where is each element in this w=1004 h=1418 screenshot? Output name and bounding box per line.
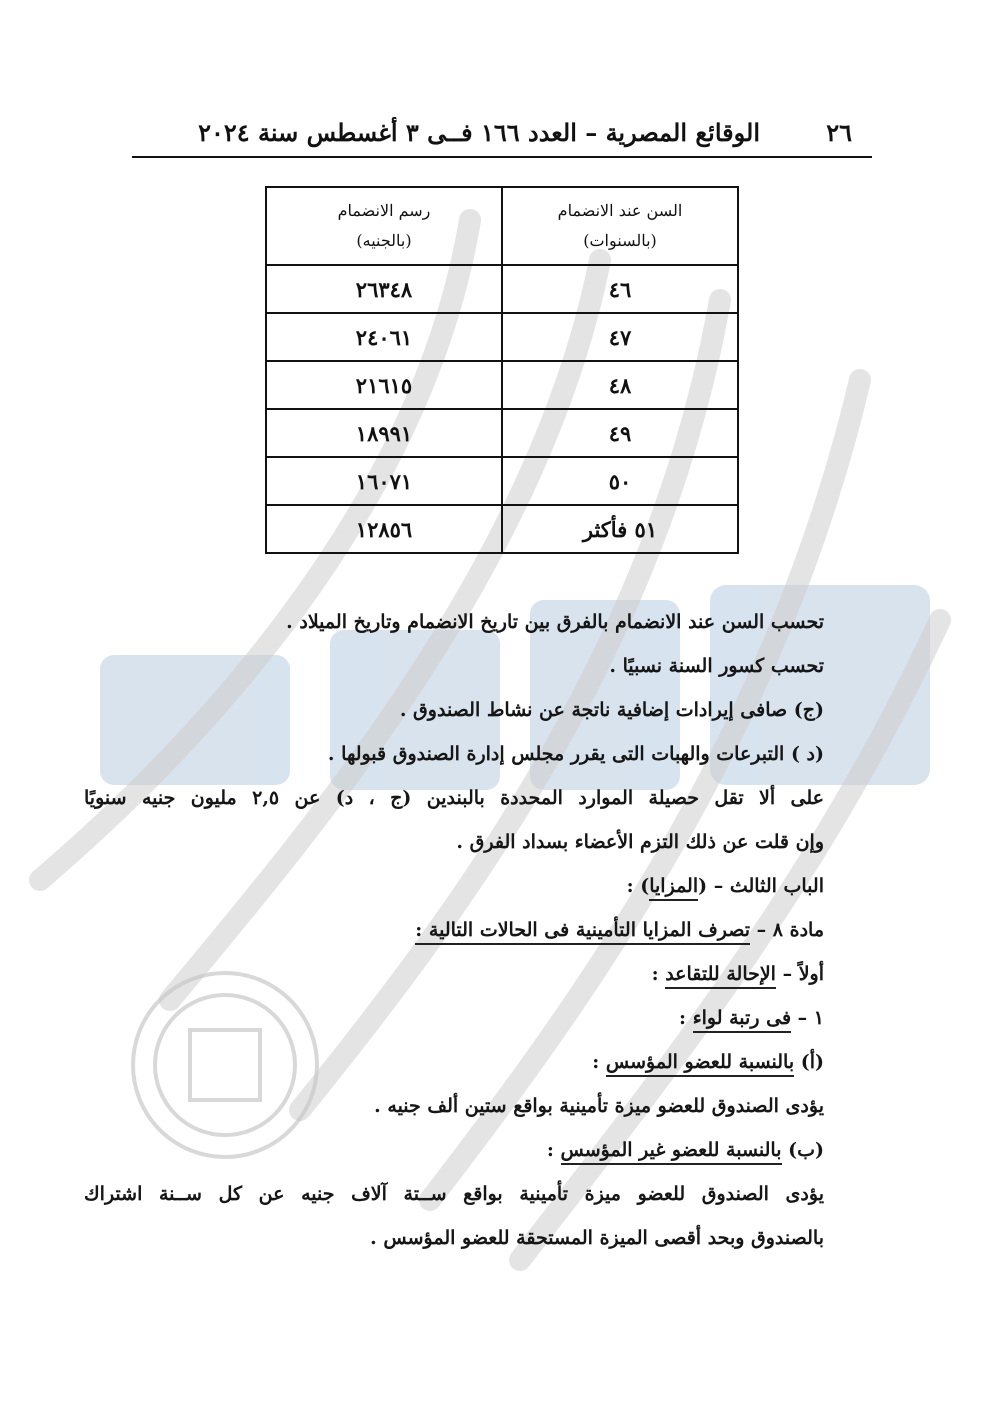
heading-underlined: تصرف المزايا التأمينية فى الحالات التالية : bbox=[415, 919, 750, 945]
paragraph-members-obligation: وإن قلت عن ذلك التزم الأعضاء بسداد الفرق . bbox=[456, 831, 824, 853]
heading-underlined: بالنسبة للعضو المؤسس bbox=[606, 1051, 794, 1077]
page-header bbox=[132, 112, 872, 152]
clause-d: (د ) التبرعات والهبات التى يقرر مجلس إدارة الصندوق قبولها . bbox=[327, 743, 824, 765]
header-divider bbox=[132, 156, 872, 158]
heading-suffix: : bbox=[679, 1007, 693, 1029]
heading-prefix: (ب) bbox=[781, 1139, 824, 1161]
heading-prefix: أولاً – bbox=[775, 963, 824, 985]
non-founding-member-benefit: يؤدى الصندوق للعضو ميزة تأمينية بواقع ســتة آلاف جنيه عن كل ســنة اشتراك bbox=[84, 1183, 824, 1205]
heading-suffix: : bbox=[592, 1051, 606, 1073]
article-body bbox=[84, 600, 824, 1260]
heading-underlined: المزايا bbox=[649, 875, 698, 901]
fee-cell: ٢٦٣٤٨ bbox=[266, 265, 502, 313]
paragraph-age-calculation: تحسب السن عند الانضمام بالفرق بين تاريخ الانضمام وتاريخ الميلاد . bbox=[286, 611, 824, 633]
fee-cell: ٢٤٠٦١ bbox=[266, 313, 502, 361]
fee-cell: ١٨٩٩١ bbox=[266, 409, 502, 457]
heading-suffix: : bbox=[546, 1139, 561, 1161]
founding-member-heading bbox=[132, 1040, 824, 1084]
joining-fee-table bbox=[265, 186, 739, 554]
table-row bbox=[266, 313, 738, 361]
heading-suffix: ) : bbox=[626, 875, 650, 897]
table-row bbox=[266, 505, 738, 553]
table-header-row bbox=[266, 187, 738, 265]
gazette-title: الوقائع المصرية – العدد ١٦٦ فــى ٣ أغسطس سنة ٢٠٢٤ bbox=[198, 118, 760, 147]
heading-underlined: فى رتبة لواء bbox=[693, 1007, 791, 1033]
column-header-age bbox=[502, 187, 738, 265]
column-header-fee bbox=[266, 187, 502, 265]
table-row bbox=[266, 265, 738, 313]
column-header-unit: (بالجنيه) bbox=[356, 231, 412, 250]
founding-member-benefit: يؤدى الصندوق للعضو ميزة تأمينية بواقع ستين ألف جنيه . bbox=[374, 1095, 824, 1117]
heading-underlined: الإحالة للتقاعد bbox=[665, 963, 776, 989]
heading-prefix: ١ – bbox=[791, 1007, 824, 1029]
age-cell: ٤٩ bbox=[502, 409, 738, 457]
column-header-line: السن عند الانضمام bbox=[557, 201, 683, 220]
rank-general-heading bbox=[132, 996, 824, 1040]
column-header-unit: (بالسنوات) bbox=[583, 231, 657, 250]
table-row bbox=[266, 457, 738, 505]
age-cell: ٤٧ bbox=[502, 313, 738, 361]
heading-prefix: الباب الثالث – ( bbox=[698, 875, 824, 897]
heading-underlined: بالنسبة للعضو غير المؤسس bbox=[561, 1139, 782, 1165]
article-eight-heading bbox=[132, 908, 824, 952]
heading-prefix: (أ) bbox=[794, 1051, 824, 1073]
fee-cell: ٢١٦١٥ bbox=[266, 361, 502, 409]
page-number: ٢٦ bbox=[826, 118, 852, 147]
chapter-three-heading bbox=[132, 864, 824, 908]
clause-c: (ج) صافى إيرادات إضافية ناتجة عن نشاط الصندوق . bbox=[399, 699, 824, 721]
table-row bbox=[266, 361, 738, 409]
fee-cell: ١٢٨٥٦ bbox=[266, 505, 502, 553]
age-cell: ٥٠ bbox=[502, 457, 738, 505]
heading-prefix: مادة ٨ – bbox=[750, 919, 824, 941]
paragraph-year-fractions: تحسب كسور السنة نسبيًا . bbox=[609, 655, 824, 677]
fee-cell: ١٦٠٧١ bbox=[266, 457, 502, 505]
table-row bbox=[266, 409, 738, 457]
age-cell: ٤٨ bbox=[502, 361, 738, 409]
age-cell: ٥١ فأكثر bbox=[502, 505, 738, 553]
heading-suffix: : bbox=[651, 963, 666, 985]
column-header-line: رسم الانضمام bbox=[337, 201, 431, 220]
benefit-maximum: بالصندوق وبحد أقصى الميزة المستحقة للعضو المؤسس . bbox=[370, 1227, 824, 1249]
non-founding-member-heading bbox=[132, 1128, 824, 1172]
age-cell: ٤٦ bbox=[502, 265, 738, 313]
first-retirement-heading bbox=[132, 952, 824, 996]
paragraph-minimum-proceeds: على ألا تقل حصيلة الموارد المحددة بالبندين (ج ، د) عن ٢,٥ مليون جنيه سنويًا bbox=[84, 787, 824, 809]
